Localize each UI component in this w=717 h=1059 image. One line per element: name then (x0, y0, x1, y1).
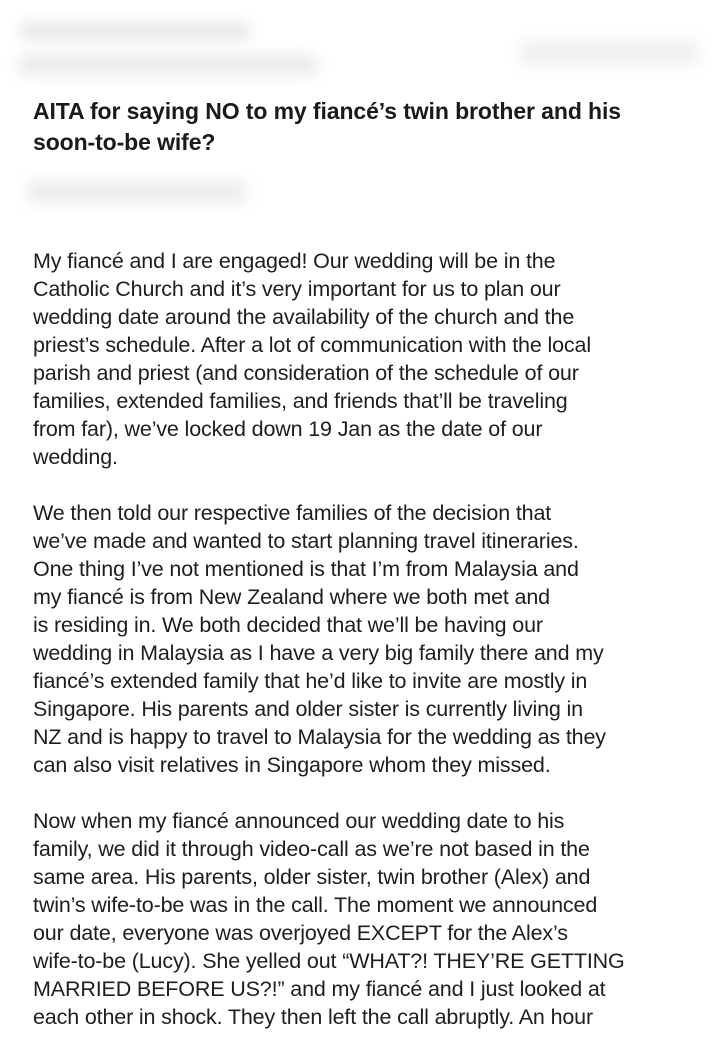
paragraph-line: our date, everyone was overjoyed EXCEPT for the Alex’s (33, 921, 568, 945)
paragraph-line: twin’s wife-to-be was in the call. The moment we announced (33, 893, 598, 917)
blurred-header (0, 0, 717, 90)
paragraph-line: is residing in. We both decided that we’ll be having our (33, 613, 543, 637)
paragraph-line: wedding. (33, 445, 118, 469)
paragraph-line: NZ and is happy to travel to Malaysia for the wedding as they (33, 725, 606, 749)
paragraph-line: parish and priest (and consideration of the schedule of our (33, 361, 579, 385)
paragraph-line: My fiancé and I are engaged! Our wedding will be in the (33, 249, 556, 273)
post-paragraph (33, 499, 703, 779)
blurred-post-meta (15, 170, 265, 218)
post-body (33, 247, 703, 1059)
paragraph-line: each other in shock. They then left the call abruptly. An hour (33, 1005, 593, 1029)
paragraph-line: fiancé’s extended family that he’d like to invite are mostly in (33, 669, 588, 693)
paragraph-line: we’ve made and wanted to start planning travel itineraries. (33, 529, 579, 553)
paragraph-line: from far), we’ve locked down 19 Jan as the date of our (33, 417, 543, 441)
paragraph-line: family, we did it through video-call as we’re not based in the (33, 837, 590, 861)
post-paragraph (33, 247, 703, 471)
paragraph-line: wedding in Malaysia as I have a very big family there and my (33, 641, 604, 665)
blurred-meta-line (27, 180, 247, 204)
paragraph-line: MARRIED BEFORE US?!” and my fiancé and I just looked at (33, 977, 606, 1001)
paragraph-line: Singapore. His parents and older sister is currently living in (33, 697, 583, 721)
paragraph-line: my fiancé is from New Zealand where we both met and (33, 585, 550, 609)
paragraph-line: same area. His parents, older sister, twin brother (Alex) and (33, 865, 591, 889)
post-paragraph (33, 807, 703, 1031)
paragraph-line: Now when my fiancé announced our wedding date to his (33, 809, 565, 833)
paragraph-line: families, extended families, and friends that’ll be traveling (33, 389, 568, 413)
post-title (33, 96, 693, 158)
paragraph-line: wife-to-be (Lucy). She yelled out “WHAT?! THEY’RE GETTING (33, 949, 625, 973)
paragraph-line: wedding date around the availability of the church and the (33, 305, 575, 329)
paragraph-line: One thing I’ve not mentioned is that I’m from Malaysia and (33, 557, 579, 581)
blurred-header-text (20, 22, 250, 40)
blurred-header-right (520, 40, 700, 66)
paragraph-line: Catholic Church and it’s very important for us to plan our (33, 277, 561, 301)
post-title-line: soon-to-be wife? (33, 129, 216, 155)
paragraph-line: priest’s schedule. After a lot of communication with the local (33, 333, 591, 357)
paragraph-line: can also visit relatives in Singapore whom they missed. (33, 753, 551, 777)
blurred-header-subtext (18, 54, 318, 76)
post-title-line: AITA for saying NO to my fiancé’s twin brother and his (33, 98, 621, 124)
paragraph-line: We then told our respective families of the decision that (33, 501, 552, 525)
